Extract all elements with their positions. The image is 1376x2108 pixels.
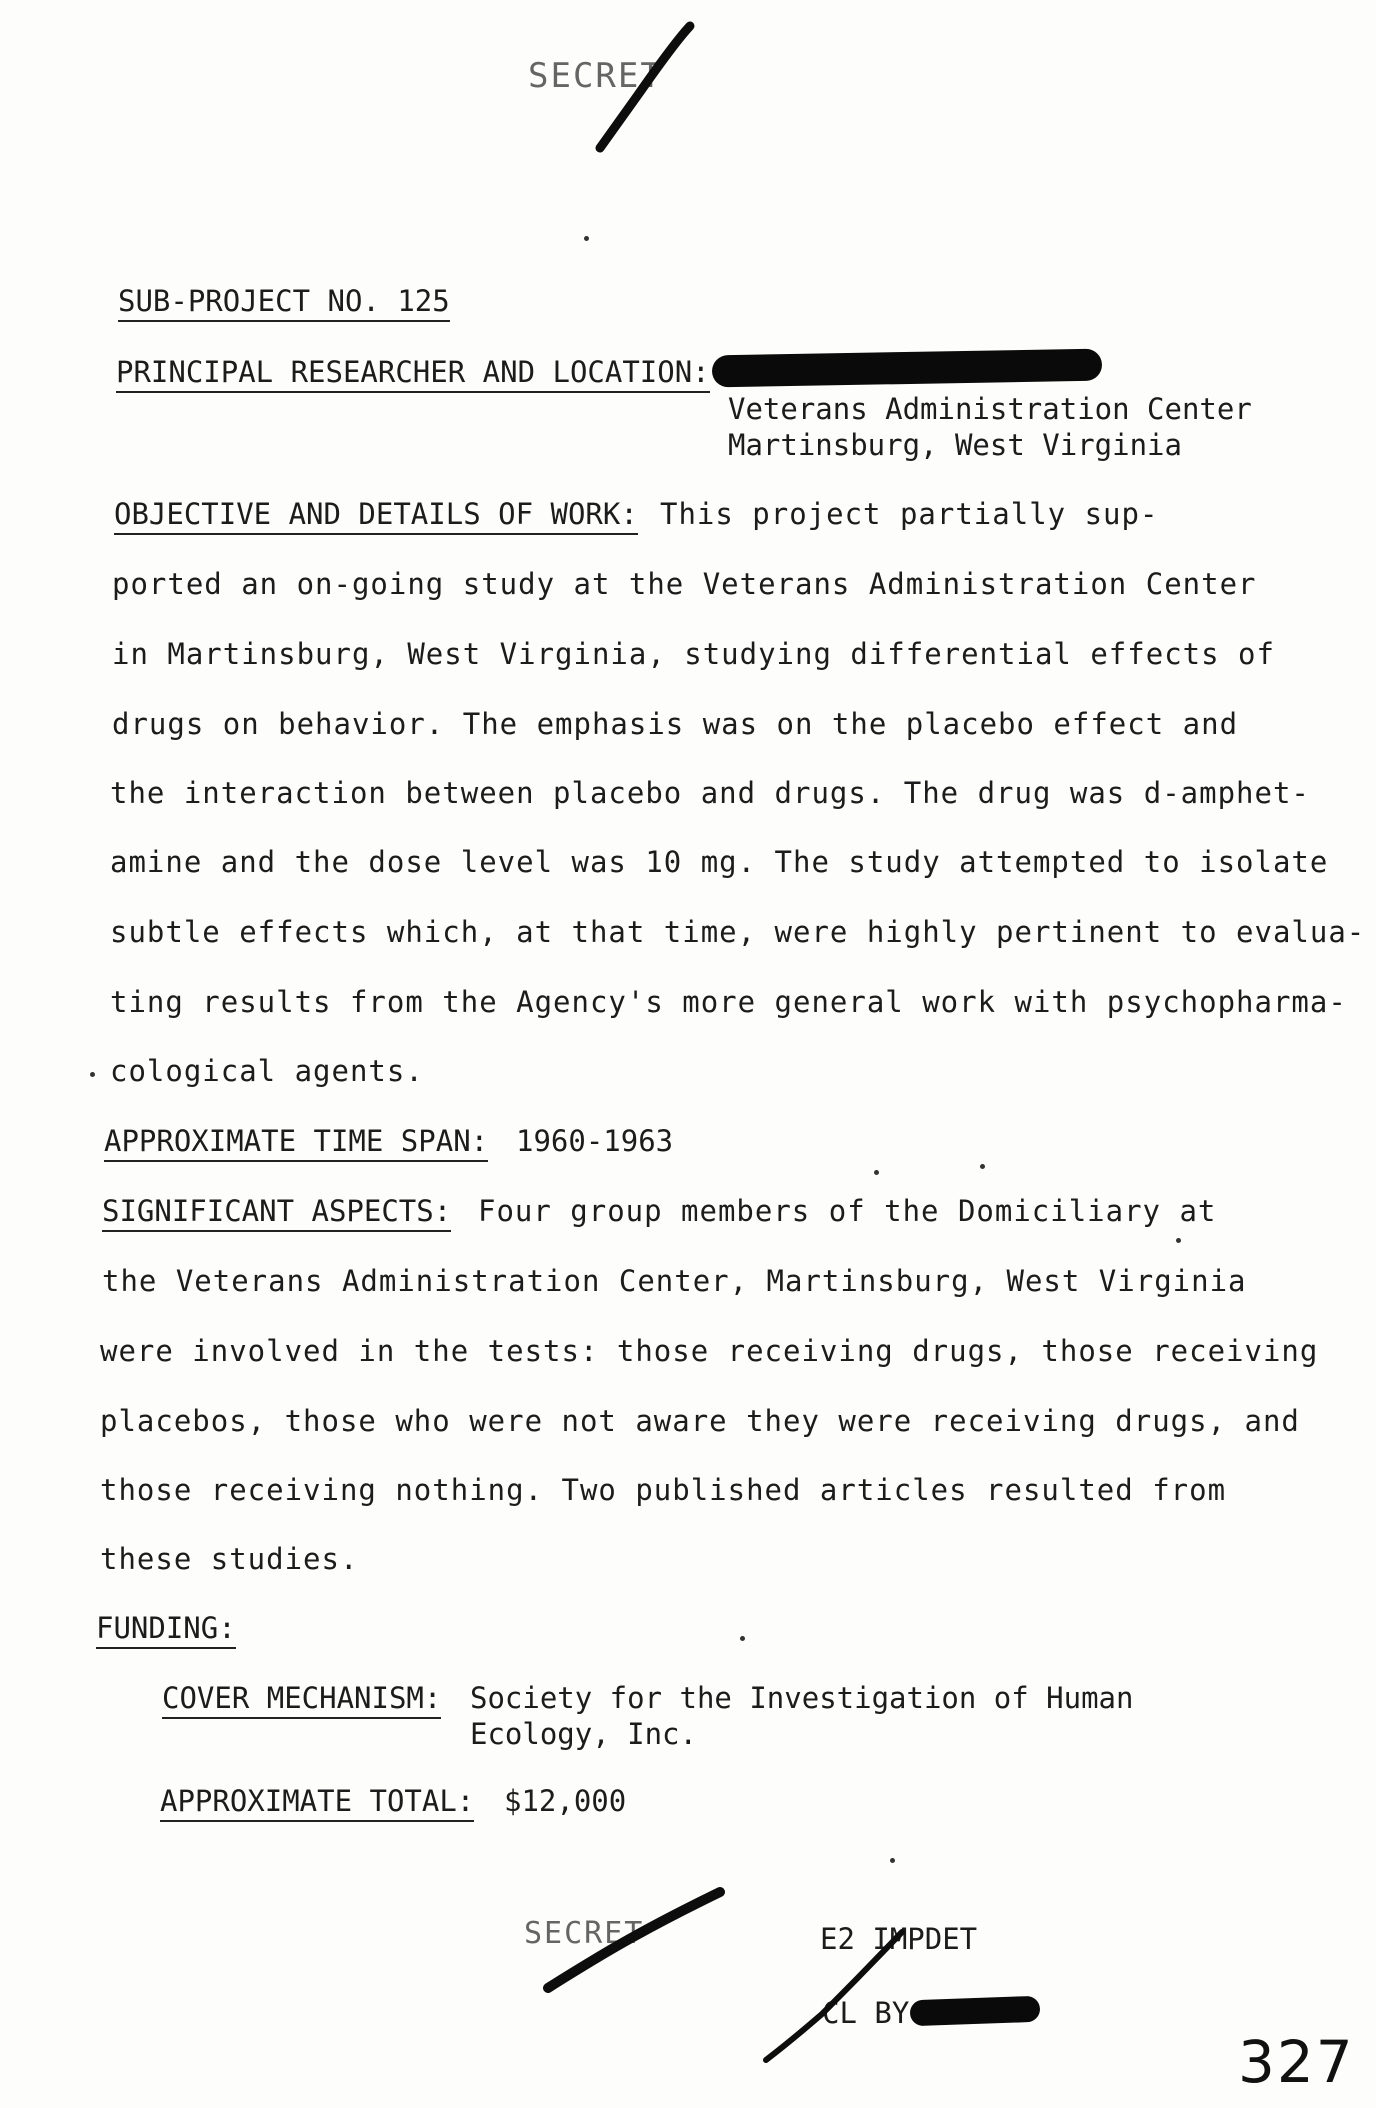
significant-line: these studies. xyxy=(100,1542,359,1576)
subproject-label: SUB-PROJECT NO. 125 xyxy=(118,284,450,322)
strike-through-top xyxy=(580,22,700,152)
cover-mechanism-label: COVER MECHANISM: xyxy=(162,1681,441,1719)
strike-through-bottom xyxy=(530,1886,730,1996)
classification-stamp-top: SECRET xyxy=(528,56,663,96)
scan-speck xyxy=(740,1636,745,1641)
significant-line: were involved in the tests: those receiving drugs, those receiving xyxy=(100,1334,1319,1368)
objective-line: drugs on behavior. The emphasis was on the placebo effect and xyxy=(112,707,1239,741)
objective-first-line: This project partially sup- xyxy=(660,497,1159,531)
objective-line: the interaction between placebo and drugs. The drug was d-amphet- xyxy=(110,776,1310,810)
scan-speck xyxy=(1176,1238,1181,1243)
scan-speck xyxy=(980,1164,985,1169)
scan-speck xyxy=(890,1858,895,1863)
redaction-researcher-name xyxy=(712,349,1102,388)
cover-mechanism-value-line1: Society for the Investigation of Human xyxy=(470,1681,1134,1715)
significant-line: those receiving nothing. Two published articles resulted from xyxy=(100,1473,1227,1507)
objective-line: ported an on-going study at the Veterans Administration Center xyxy=(112,567,1257,601)
strike-through-declass xyxy=(752,1924,912,2064)
significant-line: placebos, those who were not aware they were receiving drugs, and xyxy=(100,1404,1300,1438)
scan-speck xyxy=(874,1170,879,1175)
cl-by-line: CL BY xyxy=(822,1996,910,2030)
objective-line: cological agents. xyxy=(110,1054,424,1088)
objective-line: subtle effects which, at that time, were highly pertinent to evalua- xyxy=(110,915,1366,949)
approximate-total-label: APPROXIMATE TOTAL: xyxy=(160,1784,474,1822)
funding-label: FUNDING: xyxy=(96,1611,236,1649)
objective-line: ting results from the Agency's more general work with psychopharma- xyxy=(110,985,1347,1019)
objective-label: OBJECTIVE AND DETAILS OF WORK: xyxy=(114,497,638,535)
objective-line: amine and the dose level was 10 mg. The study attempted to isolate xyxy=(110,845,1329,879)
objective-line: in Martinsburg, West Virginia, studying differential effects of xyxy=(112,637,1275,671)
significant-first-line: Four group members of the Domiciliary at xyxy=(478,1194,1217,1228)
significant-line: the Veterans Administration Center, Martinsburg, West Virginia xyxy=(102,1264,1247,1298)
e2-impdet-line: E2 IMPDET xyxy=(820,1922,978,1956)
significant-label: SIGNIFICANT ASPECTS: xyxy=(102,1194,451,1232)
marginal-dot xyxy=(90,1072,95,1077)
researcher-location-line2: Martinsburg, West Virginia xyxy=(728,428,1182,462)
scan-speck xyxy=(584,236,589,241)
cover-mechanism-value-line2: Ecology, Inc. xyxy=(470,1717,697,1751)
classification-stamp-bottom: SECRET xyxy=(524,1916,645,1951)
approximate-total-value: $12,000 xyxy=(504,1784,627,1818)
time-span-value: 1960-1963 xyxy=(516,1124,674,1158)
researcher-label: PRINCIPAL RESEARCHER AND LOCATION: xyxy=(116,355,710,393)
page-number: 327 xyxy=(1238,2028,1355,2096)
redaction-classifier-name xyxy=(910,1996,1041,2027)
time-span-label: APPROXIMATE TIME SPAN: xyxy=(104,1124,488,1162)
researcher-location-line1: Veterans Administration Center xyxy=(728,392,1252,426)
